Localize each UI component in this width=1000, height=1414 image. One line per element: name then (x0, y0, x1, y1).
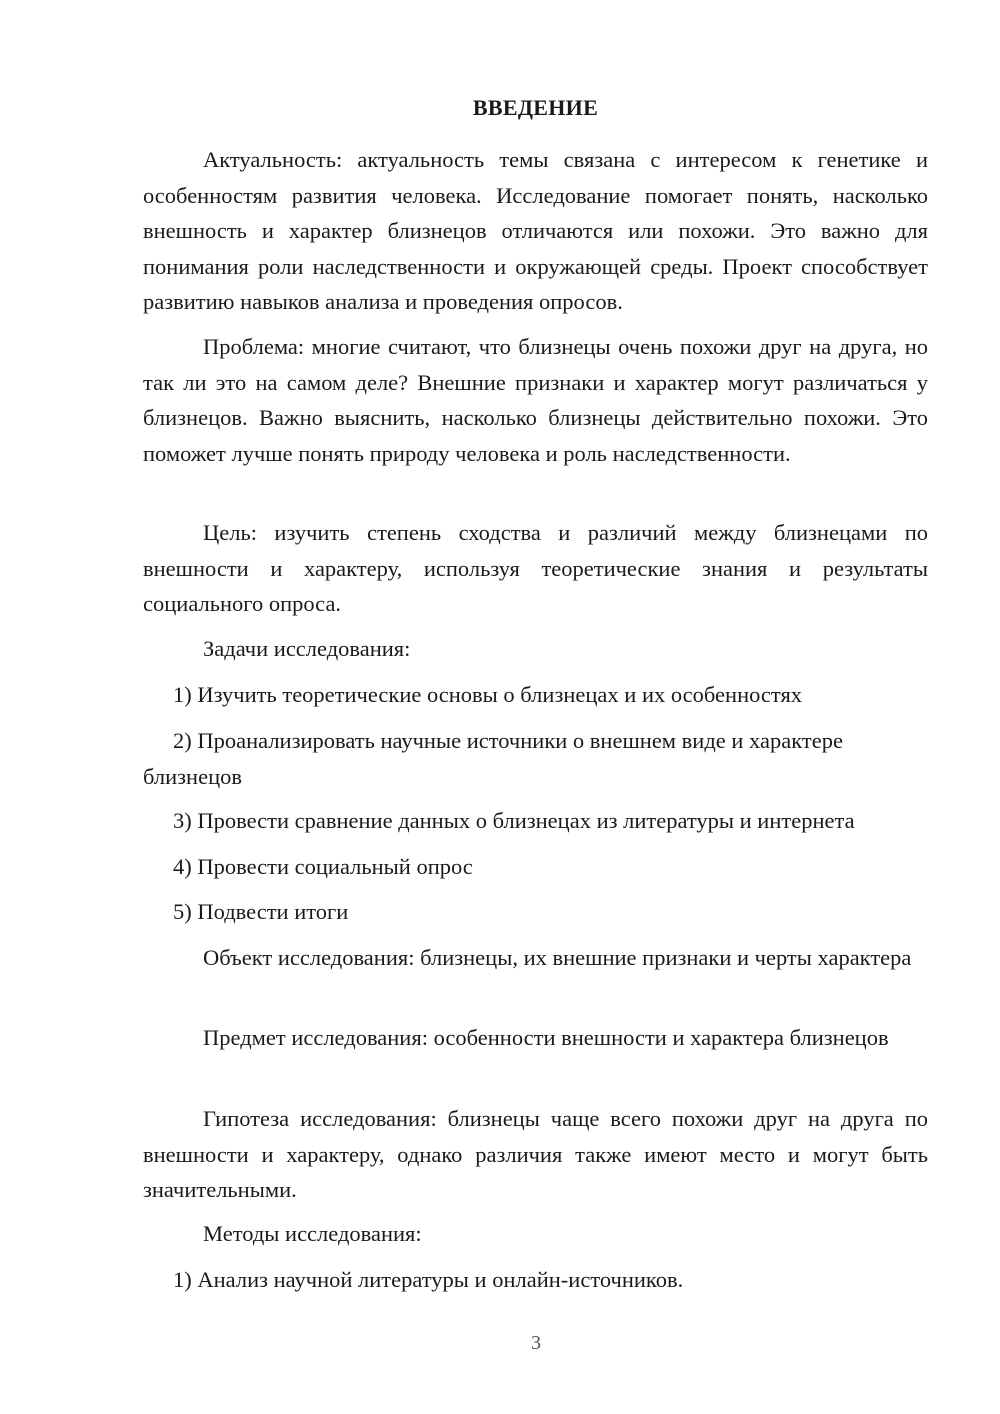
method-item: 1) Анализ научной литературы и онлайн-источников. (173, 1267, 684, 1292)
problem-paragraph: Проблема: многие считают, что близнецы очень похожи друг на друга, но так ли это на самом деле? Внешние признаки и характер могут различаться у близнецов. Важно выяснить, насколько близнецы действительно похожи. Это поможет лучше понять природу человека и роль наследственности. (143, 334, 928, 466)
object-paragraph: Объект исследования: близнецы, их внешние признаки и черты характера (203, 945, 912, 970)
task-item: 1) Изучить теоретические основы о близнецах и их особенностях (173, 682, 803, 707)
task-item: 2) Проанализировать научные источники о внешнем виде и характере близнецов (143, 728, 843, 789)
tasks-heading: Задачи исследования: (203, 636, 411, 661)
page-title: ВВЕДЕНИЕ (472, 95, 599, 120)
subject-paragraph: Предмет исследования: особенности внешности и характера близнецов (203, 1025, 889, 1050)
page-number: 3 (531, 1332, 541, 1354)
methods-heading: Методы исследования: (203, 1221, 422, 1246)
task-item: 5) Подвести итоги (173, 899, 349, 924)
goal-paragraph: Цель: изучить степень сходства и различий между близнецами по внешности и характеру, используя теоретические знания и результаты социального опроса. (143, 520, 928, 616)
task-item: 4) Провести социальный опрос (173, 854, 473, 879)
relevance-paragraph: Актуальность: актуальность темы связана с интересом к генетике и особенностям развития человека. Исследование помогает понять, насколько внешность и характер близнецов отличаются или похожи. Это важно для понимания роли наследственности и окружающей среды. Проект способствует развитию навыков анализа и проведения опросов. (143, 147, 928, 314)
task-item: 3) Провести сравнение данных о близнецах из литературы и интернета (173, 808, 855, 833)
hypothesis-paragraph: Гипотеза исследования: близнецы чаще всего похожи друг на друга по внешности и характеру, однако различия также имеют место и могут быть значительными. (143, 1106, 928, 1202)
